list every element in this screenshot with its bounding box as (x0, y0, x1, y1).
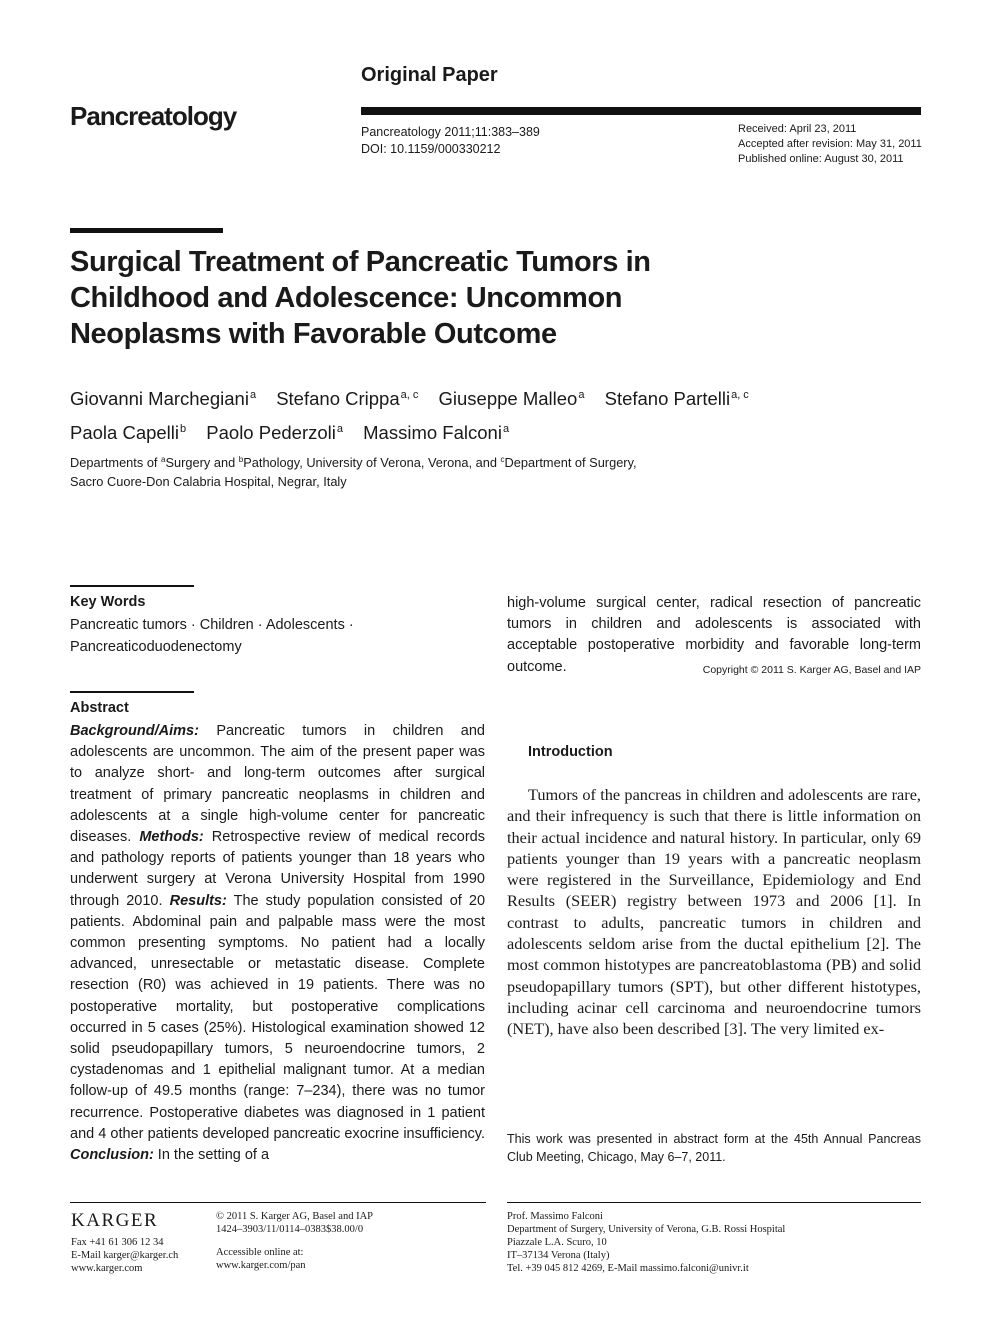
author: Massimo Falconi$^a$ (363, 422, 510, 443)
abstract-copyright: Copyright © 2011 S. Karger AG, Basel and IAP (702, 663, 921, 676)
abstract-heading: Abstract (70, 700, 129, 716)
presentation-footnote: This work was presented in abstract form at the 45th Annual Pancreas Club Meeting, Chicago, May 6–7, 2011. (507, 1132, 921, 1164)
correspondence-block: Prof. Massimo Falconi Department of Surgery, University of Verona, G.B. Rossi Hospital Piazzale L.A. Scuro, 10 IT–37134 Verona (Italy) Tel. +39 045 812 4269, E-Mail massimo.falconi@univr.it (507, 1211, 786, 1274)
keywords-rule (70, 585, 194, 587)
article-title: Surgical Treatment of Pancreatic Tumors in Childhood and Adolescence: Uncommon Neoplasms with Favorable Outcome (70, 246, 651, 350)
footer-rule-left (70, 1202, 486, 1203)
paper-type: Original Paper (361, 64, 498, 86)
abstract-continuation: high-volume surgical center, radical resection of pancreatic tumors in children and adolescents is associated with acceptable postoperative morbidity and favorable long-term outcome. Copyright © 2011 S. Karger AG, Basel and IAP (507, 593, 921, 681)
author: Giuseppe Malleo$^a$ (438, 388, 585, 409)
footer-rule-right (507, 1202, 921, 1203)
citation: Pancreatology 2011;11:383–389 (361, 125, 540, 139)
published-date: Published online: August 30, 2011 (738, 153, 904, 165)
abstract-text: Background/Aims: Pancreatic tumors in children and adolescents are uncommon. The aim of the present paper was to analyze short- and long-term outcomes after surgical treatment of primary pancreatic neoplasms in children and adolescents at a single high-volume center for pancreatic diseases. Methods: Retrospective review of medical records and pathology reports of patients younger than 18 years who underwent surgery at Verona University Hospital from 1990 through 2010. Results: The study population consisted of 20 patients. Abdominal pain and palpable mass were the most common presenting symptoms. No patient had a locally advanced, unresectable or metastatic disease. Complete resection (R0) was achieved in 19 patients. There was no postoperative mortality, but postoperative complications occurred in 5 cases (25%). Histological examination showed 12 solid pseudopapillary tumors, 5 neuroendocrine tumors, 2 cystadenomas and 1 epithelial malignant tumor. At a median follow-up of 49.5 months (range: 7–234), there was no tumor recurrence. Postoperative diabetes was diagnosed in 1 patient and 4 other patients developed pancreatic exocrine insufficiency. Conclusion: In the setting of a (70, 723, 486, 1164)
author: Stefano Crippa$^{a, c}$ (276, 388, 419, 409)
accepted-date: Accepted after revision: May 31, 2011 (738, 138, 922, 150)
correspondence-contact[interactable]: Tel. +39 045 812 4269, E-Mail massimo.falconi@univr.it (507, 1263, 749, 1274)
title-rule (70, 228, 223, 233)
journal-logo: Pancreatology (70, 101, 237, 131)
author: Paola Capelli$^b$ (70, 422, 187, 443)
introduction-text: Tumors of the pancreas in children and adolescents are rare, and their infrequency is such that there is little information on their actual incidence and natural history. In particular, only 69 patients younger than 19 years with a pancreatic neoplasm were registered in the Surveillance, Epidemiology and End Results (SEER) registry between 1973 and 2006 [1]. In contrast to adults, pancreatic tumors in children and adolescents seldom arise from the ductal epithelium [2]. The most common histotypes are pancreatoblastoma (PB) and solid pseudopapillary tumors (SPT), but other different histotypes, including acinar cell carcinoma and neuroendocrine tumors (NET), have also been described [3]. The very limited ex- (507, 785, 921, 1039)
dates-block (738, 122, 922, 167)
publisher-contact: Fax +41 61 306 12 34 E-Mail karger@karger.ch www.karger.com (71, 1237, 179, 1274)
affiliation: Departments of $^a$Surgery and $^b$Pathology, University of Verona, Verona, and $^c$Department of Surgery, Sacro Cuore-Don Calabria Hospital, Negrar, Italy (70, 455, 637, 489)
introduction-heading: Introduction (528, 744, 613, 760)
publisher-email[interactable]: E-Mail karger@karger.ch (71, 1250, 179, 1261)
publisher-logo: KARGER (71, 1210, 159, 1231)
author: Stefano Partelli$^{a, c}$ (604, 388, 749, 409)
citation-block (361, 124, 540, 158)
author: Paolo Pederzoli$^a$ (206, 422, 343, 443)
publisher-website[interactable]: www.karger.com (71, 1263, 143, 1274)
header-rule (361, 107, 921, 115)
journal-url[interactable]: www.karger.com/pan (216, 1260, 306, 1271)
author: Giovanni Marchegiani$^a$ (70, 388, 257, 409)
doi[interactable]: DOI: 10.1159/000330212 (361, 142, 501, 156)
copyright-block: © 2011 S. Karger AG, Basel and IAP 1424–3903/11/0114–0383$38.00/0 Accessible online at: www.karger.com/pan (216, 1211, 374, 1271)
abstract-rule (70, 691, 194, 693)
keywords-heading: Key Words (70, 594, 146, 610)
received-date: Received: April 23, 2011 (738, 123, 857, 135)
keywords: Pancreatic tumors · Children · Adolescents · Pancreaticoduodenectomy (70, 617, 354, 655)
authors (70, 380, 870, 448)
